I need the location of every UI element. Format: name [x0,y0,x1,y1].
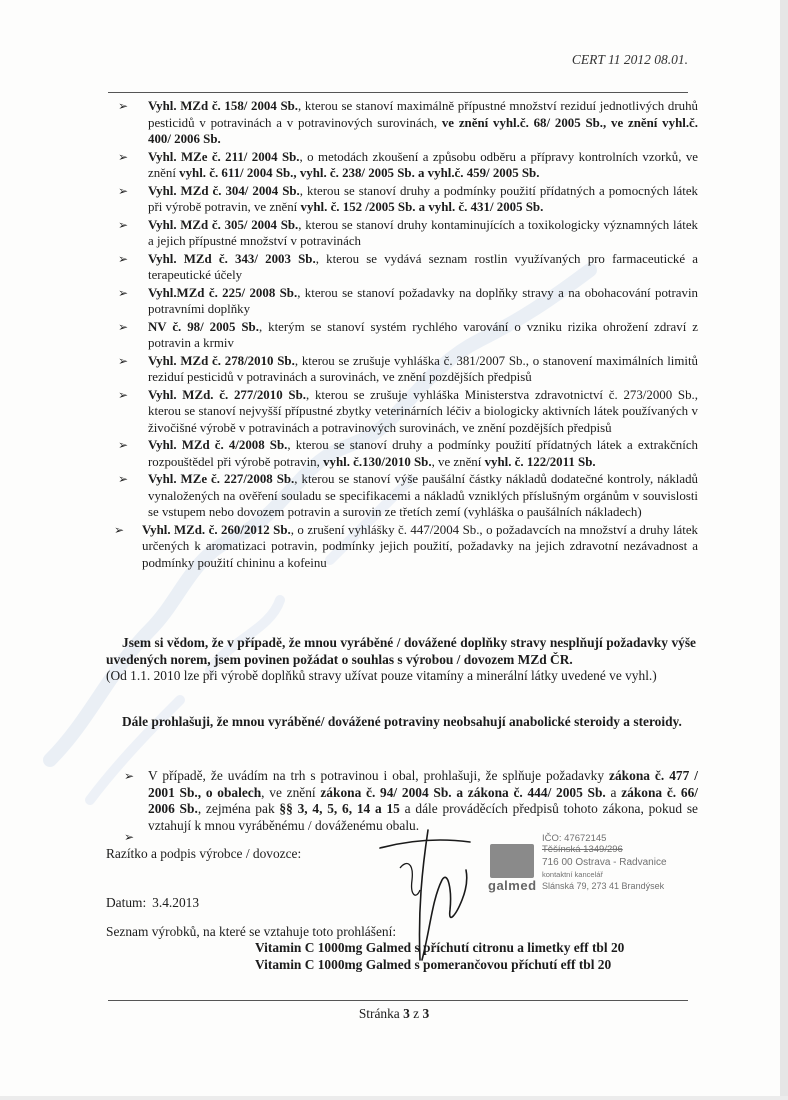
stamp-street: Těšínská 1349/296 [542,844,623,855]
pledge-text: , ve znění [261,784,321,800]
list-item [106,217,698,250]
scan-edge-bottom [0,1096,788,1100]
regulation-ref: Vyhl. MZe č. 227/2008 Sb. [148,472,295,486]
list-item [106,251,698,284]
date-line [106,895,199,911]
arrow-bullet-icon: ➢ [124,769,135,783]
regulation-text: , kterou se zrušuje vyhláška Ministerstva zdravotnictví č. 273/2000 Sb., kterou se stanoví nejvyšší přípustné zbytky veterinárních léčiv a biologicky aktivních látek používaných v živočišné výrobě v potravinách a potravinových surovinách, ve znění pozdějších předpisů [148,387,698,435]
products-label: Seznam výrobků, na které se vztahuje toto prohlášení: [106,924,397,939]
list-item [106,471,698,521]
list-item [106,183,698,216]
pledge-text: V případě, že uvádím na trh s potravinou i obal, prohlašuji, že splňuje požadavky [148,768,610,783]
pledge-text: a [605,784,622,800]
list-item [106,387,698,437]
regulation-ref: Vyhl. MZd. č. 260/2012 Sb. [142,522,291,537]
page-footer [0,1006,788,1022]
arrow-bullet-icon: ➢ [124,830,135,844]
regulation-ref: Vyhl. MZd č. 305/ 2004 Sb. [148,217,299,232]
regulation-ref: Vyhl. MZd č. 304/ 2004 Sb. [148,183,300,198]
arrow-bullet-icon: ➢ [118,183,129,198]
product-item: Vitamin C 1000mg Galmed s příchutí citronu a limetky eff tbl 20 [255,940,625,955]
regulation-ref: Vyhl. MZd č. 278/2010 Sb. [148,353,295,368]
arrow-bullet-icon: ➢ [118,251,129,266]
header-rule [108,92,688,93]
regulation-ref: Vyhl. MZd č. 158/ 2004 Sb. [148,99,299,113]
regulation-text: , kterým se stanoví systém rychlého varování o vzniku rizika ohrožení zdraví z potravin a krmiv [148,319,698,350]
arrow-bullet-icon: ➢ [118,217,129,232]
footer-prefix: Stránka [358,1006,400,1021]
pledge-law: zákona č. 94/ 2004 Sb. a zákona č. 444/ 2005 Sb. [320,784,606,800]
page-number: 3 [403,1006,410,1021]
regulation-ref: Vyhl.MZd č. 225/ 2008 Sb. [148,285,298,300]
list-item [106,437,698,470]
arrow-bullet-icon: ➢ [118,472,129,486]
regulation-text: , o metodách zkoušení a způsobu odběru a přípravy kontrolních vzorků, ve znění [148,149,698,180]
regulation-amendments: vyhl. č.130/2010 Sb. [323,454,432,469]
footer-rule [108,1000,688,1001]
declaration-block [106,635,696,685]
pledge-sections: §§ 3, 4, 5, 6, 14 a 15 [279,801,400,816]
company-stamp [490,830,680,900]
list-item [106,353,698,386]
scan-edge [780,0,788,1100]
list-item [106,319,698,352]
regulation-text: , kterou se stanoví výše paušální částky nákladů dodatečné kontroly, nákladů vynaložených na ověření souladu se specifikacemi a nákladů vzniklých příslušným orgánům v souvislosti se vstupem nebo dovozem potravin a surovin ze třetích zemí (vyhláška o paušálních nákladech) [148,472,698,519]
stamp-city: 716 00 Ostrava - Radvanice [542,857,667,868]
arrow-bullet-icon: ➢ [118,319,129,334]
declaration-note: (Od 1.1. 2010 lze při výrobě doplňků stravy užívat pouze vitamíny a minerální látky uvedené ve vyhl.) [106,668,657,683]
document-reference: CERT 11 2012 08.01. [571,52,688,67]
stamp-office: kontaktní kancelář [542,870,603,879]
arrow-bullet-icon: ➢ [118,285,129,300]
regulation-amendments: vyhl. č. 611/ 2004 Sb., vyhl. č. 238/ 2005 Sb. a vyhl.č. 459/ 2005 Sb. [179,166,540,180]
pledge-text: a dále prováděcích předpisů tohoto zákona, pokud se vztahují k mnou vyráběnému / dováženému obalu. [148,801,698,833]
regulation-text: , ve znění [431,454,485,469]
regulation-text: , kterou se stanoví druhy a podmínky použití přídatných a pomocných látek při výrobě potravin, ve znění [148,183,698,214]
regulation-text: , kterou se stanoví druhy a podmínky použití přídatných látek a extrakčních rozpouštědel při výrobě potravin, [148,438,698,469]
list-item [106,149,698,182]
regulation-text: , kterou se stanoví maximálně přípustné množství reziduí jednotlivých druhů pesticidů v potravinách a v potravinových surovinách, [148,99,698,130]
regulation-ref: NV č. 98/ 2005 Sb. [148,319,259,334]
list-item [106,522,698,572]
regulation-text: , kterou se stanoví druhy kontaminujících a toxikologicky významných látek a jejich přípustné množství v potravinách [148,217,698,248]
date-value: 3.4.2013 [152,895,200,910]
declaration-statement: Jsem si vědom, že v případě, že mnou vyráběné / dovážené doplňky stravy nesplňují požadavky výše uvedených norem, jsem povinen požádat o souhlas s výrobou / dovozem MZd ČR. [106,635,696,667]
date-label: Datum: [106,895,147,910]
regulation-amendments: ve znění vyhl.č. 68/ 2005 Sb., ve znění vyhl.č. 400/ 2006 Sb. [148,115,698,146]
regulation-list [106,98,698,572]
page-total: 3 [422,1006,430,1021]
regulation-text: , kterou se stanoví požadavky na doplňky stravy a na obohacování potravin potravními doplňky [148,285,698,316]
list-item [106,98,698,148]
arrow-bullet-icon: ➢ [118,149,129,164]
footer-sep: z [413,1006,420,1021]
steroid-declaration: Dále prohlašuji, že mnou vyráběné/ dovážené potraviny neobsahují anabolické steroidy a steroidy. [122,714,682,729]
signature-label: Razítko a podpis výrobce / dovozce: [106,846,302,861]
regulation-text: , kterou se vydává seznam rostlin využívaných pro farmaceutické a terapeutické účely [148,251,699,282]
regulation-ref: Vyhl. MZd. č. 277/2010 Sb. [148,387,306,402]
pledge-text: , zejména pak [197,801,280,816]
arrow-bullet-icon: ➢ [118,99,129,113]
regulation-text: , kterou se zrušuje vyhláška č. 381/2007 Sb., o stanovení maximálních limitů reziduí pesticidů v potravinách a surovinách, ve znění pozdějších předpisů [148,353,698,384]
pledge-law: zákona č. 477 / 2001 Sb., o obalech [148,768,698,800]
regulation-ref: Vyhl. MZe č. 211/ 2004 Sb. [148,149,300,164]
list-item [106,285,698,318]
regulation-ref: Vyhl. MZd č. 4/2008 Sb. [148,438,288,452]
arrow-bullet-icon: ➢ [118,387,129,402]
regulation-ref: Vyhl. MZd č. 343/ 2003 Sb. [148,251,316,266]
arrow-bullet-icon: ➢ [118,353,129,368]
stamp-address: Slánská 79, 273 41 Brandýsek [542,881,665,891]
regulation-amendments: vyhl. č. 152 /2005 Sb. a vyhl. č. 431/ 2005 Sb. [300,200,544,214]
product-item: Vitamin C 1000mg Galmed s pomerančovou příchutí eff tbl 20 [255,957,612,972]
pledge-law: zákona č. 66/ 2006 Sb. [148,784,698,816]
arrow-bullet-icon: ➢ [118,438,129,452]
arrow-bullet-icon: ➢ [114,522,125,537]
handwritten-signature [370,820,500,970]
stamp-brand: galmed [488,878,537,893]
regulation-amendments: vyhl. č. 122/2011 Sb. [484,454,596,469]
regulation-text: , o zrušení vyhlášky č. 447/2004 Sb., o požadavcích na množství a druhy látek určených k aromatizaci potravin, podmínky jejich použití, požadavky na jejich zdravotní nezávadnost a podmínky použití chininu a kofeinu [142,522,698,570]
stamp-ico: IČO: 47672145 [542,833,607,844]
